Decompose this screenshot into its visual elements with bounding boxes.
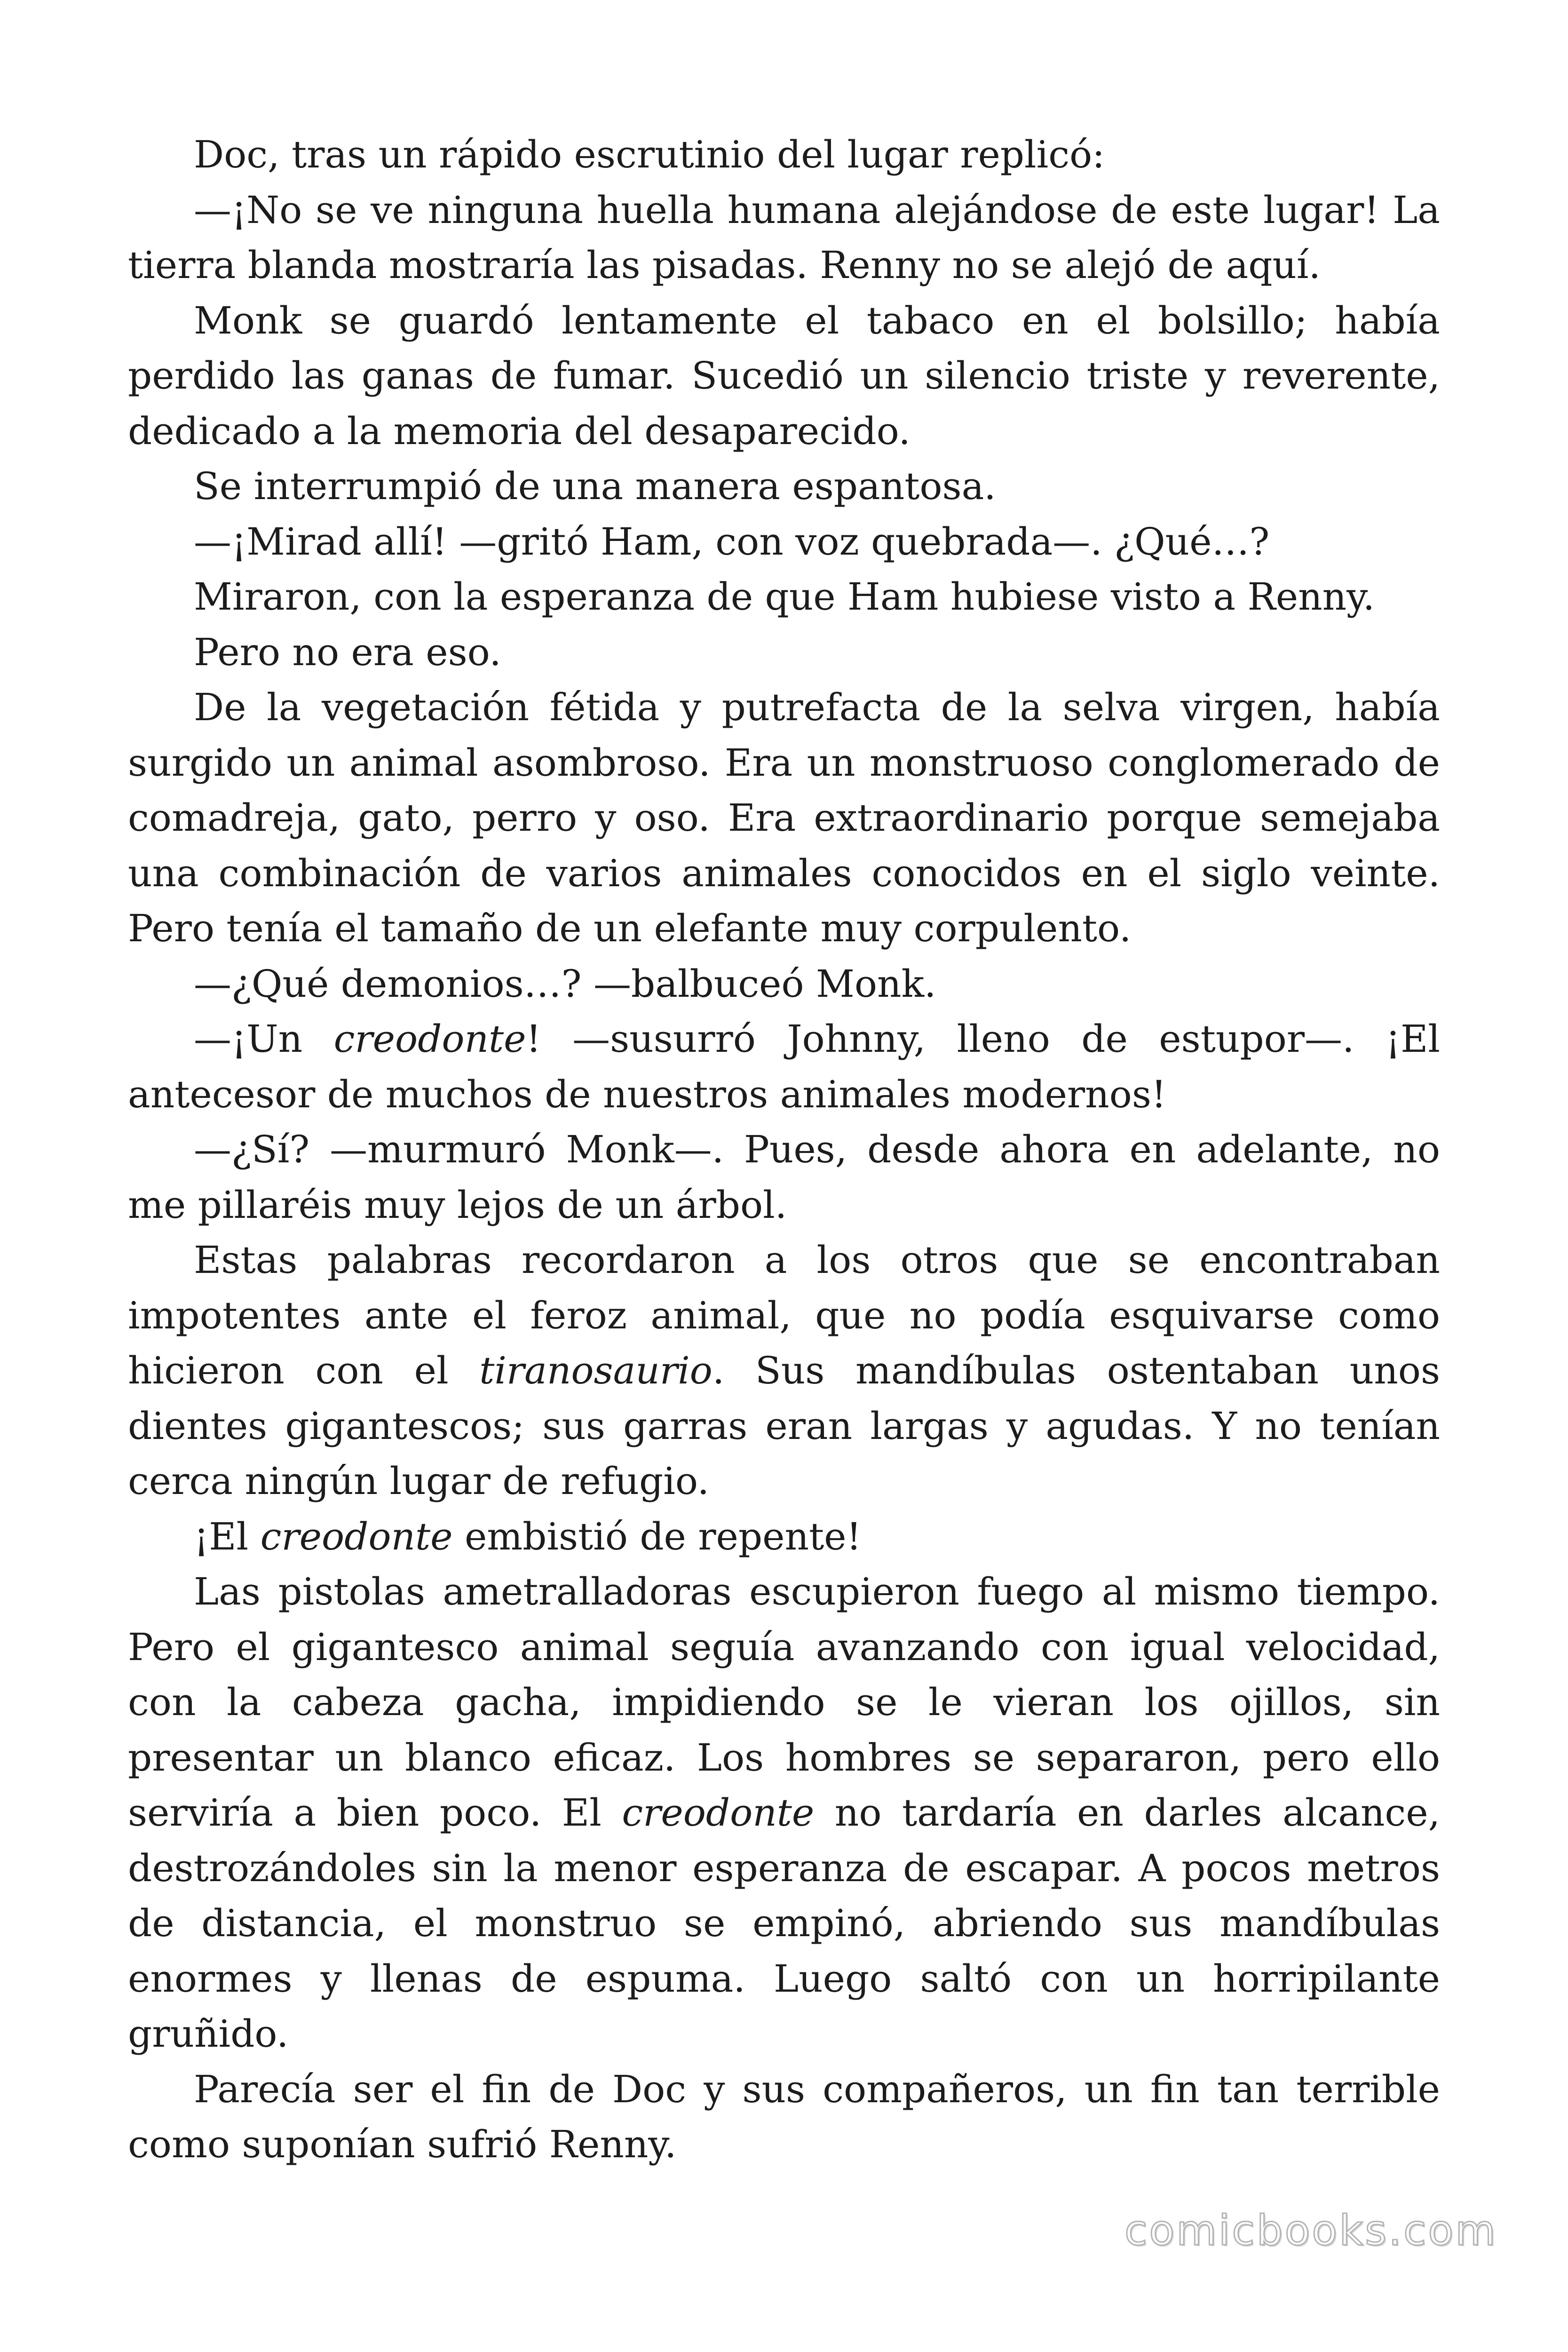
body-text — [128, 127, 1440, 2172]
italic-text: tiranosaurio — [479, 1349, 713, 1392]
text-segment: —¿Sí? —murmuró Monk—. Pues, desde ahora en adelante, no me pillaréis muy lejos de un árbol. — [128, 1128, 1440, 1227]
text-segment: . Sus mandíbulas ostentaban unos dientes gigantescos; sus garras eran largas y agudas. Y no tenían cerca ningún lugar de refugio. — [128, 1349, 1440, 1503]
text-segment: ! —susurró Johnny, lleno de estupor—. ¡El antecesor de muchos de nuestros animales modernos! — [128, 1017, 1441, 1116]
paragraph — [128, 569, 1440, 625]
text-segment: —¡No se ve ninguna huella humana alejándose de este lugar! La tierra blanda mostraría las pisadas. Renny no se alejó de aquí. — [128, 188, 1440, 287]
paragraph — [128, 2062, 1440, 2172]
paragraph — [128, 1564, 1440, 2062]
paragraph — [128, 1232, 1440, 1509]
italic-text: creodonte — [622, 1791, 815, 1835]
watermark: comicbooks.com — [1124, 2206, 1497, 2255]
paragraph — [128, 293, 1440, 459]
paragraph — [128, 1509, 1440, 1565]
paragraph — [128, 1122, 1440, 1232]
paragraph — [128, 956, 1440, 1012]
text-segment: Doc, tras un rápido escrutinio del lugar replicó: — [194, 133, 1105, 176]
text-segment: Las pistolas ametralladoras escupieron fuego al mismo tiempo. Pero el gigantesco animal seguía avanzando con igual velocidad, con la cabeza gacha, impidiendo se le vieran los ojillos, sin presentar un blanco eficaz. Los hombres se separaron, pero ello serviría a bien poco. El — [128, 1570, 1440, 1835]
paragraph — [128, 625, 1440, 680]
text-segment: —¿Qué demonios…? —balbuceó Monk. — [194, 961, 936, 1006]
paragraph — [128, 680, 1440, 956]
text-segment: Monk se guardó lentamente el tabaco en el bolsillo; había perdido las ganas de fumar. Sucedió un silencio triste y reverente, dedicado a la memoria del desaparecido. — [128, 298, 1440, 453]
text-segment: —¡Mirad allí! —gritó Ham, con voz quebrada—. ¿Qué…? — [194, 519, 1270, 564]
text-segment: Pero no era eso. — [194, 630, 501, 674]
text-segment: Estas palabras recordaron a los otros que se encontraban impotentes ante el feroz animal, que no podía esquivarse como hicieron con el — [128, 1238, 1440, 1392]
paragraph — [128, 1011, 1440, 1122]
text-segment: Se interrumpió de una manera espantosa. — [194, 464, 996, 508]
text-segment: Miraron, con la esperanza de que Ham hubiese visto a Renny. — [194, 575, 1375, 619]
text-segment: no tardaría en darles alcance, destrozándoles sin la menor esperanza de escapar. A pocos metros de distancia, el monstruo se empinó, abriendo sus mandíbulas enormes y llenas de espuma. Luego saltó con un horripilante gruñido. — [128, 1791, 1440, 2056]
text-segment: embistió de repente! — [452, 1514, 862, 1558]
paragraph — [128, 514, 1440, 570]
italic-text: creodonte — [260, 1514, 453, 1558]
paragraph — [128, 183, 1440, 293]
text-segment: Parecía ser el fin de Doc y sus compañeros, un fin tan terrible como suponían sufrió Renny. — [128, 2067, 1440, 2166]
italic-text: creodonte — [333, 1017, 526, 1061]
text-segment: ¡El — [194, 1514, 261, 1558]
text-segment: De la vegetación fétida y putrefacta de la selva virgen, había surgido un animal asombroso. Era un monstruoso conglomerado de comadreja, gato, perro y oso. Era extraordinario porque semejaba una combinación de varios animales conocidos en el siglo veinte. Pero tenía el tamaño de un elefante muy corpulento. — [128, 685, 1440, 950]
paragraph — [128, 459, 1440, 514]
paragraph — [128, 127, 1440, 183]
text-segment: —¡Un — [194, 1017, 334, 1061]
